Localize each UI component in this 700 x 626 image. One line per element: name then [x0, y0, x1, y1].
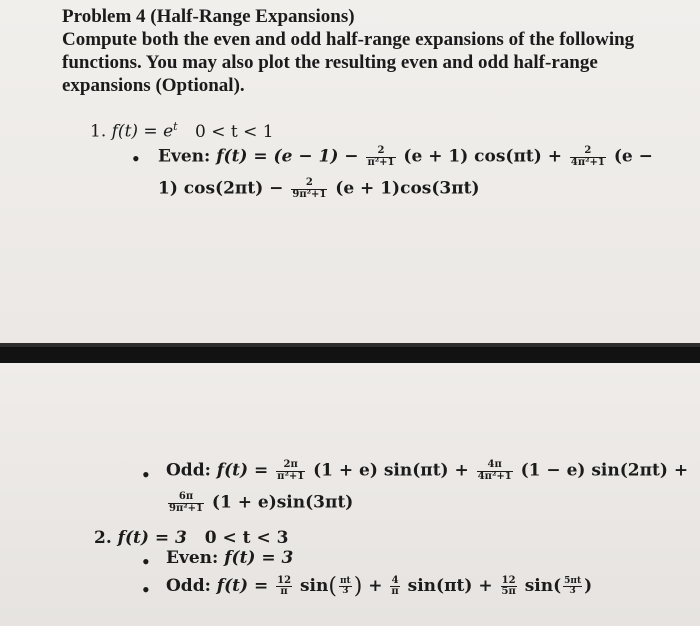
item1-odd-expr-c: (1 − e) sin(2πt) +	[520, 460, 689, 481]
item1-function: f(t) = e	[111, 121, 174, 142]
item1-even-fraction-1: $\frac{2}{\text{π²+1}}$	[367, 145, 395, 168]
item1-even-label: Even:	[158, 146, 211, 167]
intro-line-3: expansions (Optional).	[62, 75, 245, 96]
item2-odd-arg-fraction-1: $\frac{\pi t}{3}$	[339, 575, 351, 596]
item2-odd-expr-c: +	[368, 576, 383, 596]
page-divider-band	[0, 343, 700, 363]
item2-range: 0 < t < 3	[204, 528, 289, 548]
item1-number: 1.	[90, 121, 107, 142]
item1-odd-fraction-3: $\frac{6\pi}{\text{9π²+1}}$	[169, 491, 203, 514]
item1-odd-line-1	[166, 460, 688, 482]
item2-odd-expr-a: f(t) =	[216, 576, 269, 596]
bullet-item1-odd: •	[142, 462, 150, 487]
item2-odd-expr-e: sin(	[524, 576, 562, 596]
item2-odd-expr-g: )	[584, 576, 593, 596]
bullet-item1-even: •	[132, 146, 140, 171]
item1-even-expr-b: (e + 1) cos(πt) +	[403, 146, 562, 167]
item1-even-fraction-2: $\frac{2}{\text{4π²+1}}$	[570, 145, 605, 168]
item2-heading	[94, 528, 288, 548]
item2-odd-label: Odd:	[166, 576, 211, 596]
item2-odd-fraction-3: $\frac{12}{5\pi}$	[501, 574, 516, 597]
item1-odd-line-2	[166, 492, 353, 514]
item1-odd-fraction-1: $\frac{2\pi}{\text{π²+1}}$	[277, 459, 305, 482]
item1-even-line-2	[158, 178, 480, 200]
item2-even-line	[166, 548, 293, 568]
item2-function: f(t) = 3	[117, 528, 187, 548]
item1-odd-label: Odd:	[166, 460, 211, 481]
item1-even-expr-d: 1) cos(2πt) −	[158, 178, 284, 199]
bullet-item2-odd: •	[142, 577, 150, 602]
bullet-item2-even: •	[142, 549, 150, 574]
item1-odd-expr-a: f(t) =	[216, 460, 269, 481]
item2-odd-fraction-1: $\frac{12}{\pi}$	[277, 574, 292, 597]
item1-even-expr-e: (e + 1)cos(3πt)	[335, 178, 480, 199]
item2-odd-expr-d: sin(πt) +	[407, 576, 493, 596]
item1-even-expr-a: f(t) = (e − 1) −	[216, 146, 359, 167]
item1-range: 0 < t < 1	[194, 121, 274, 142]
problem-title: Problem 4 (Half-Range Expansions)	[62, 6, 355, 27]
item2-even-expr: f(t) = 3	[224, 548, 294, 568]
item2-odd-expr-b: sin	[299, 576, 329, 596]
item1-heading	[90, 120, 274, 142]
item1-odd-fraction-2: $\frac{4\pi}{\text{4π²+1}}$	[477, 459, 512, 482]
item2-odd-fraction-2: $\frac{4}{\pi}$	[391, 574, 399, 597]
item1-even-line-1	[158, 146, 653, 168]
item1-odd-expr-b: (1 + e) sin(πt) +	[313, 460, 469, 481]
item1-odd-expr-d: (1 + e)sin(3πt)	[211, 492, 354, 513]
item2-odd-line: Odd: f(t) = $\frac{12}{\pi}$ sin( $\frac{\pi t}{3}$ ) + $\frac{4}{\pi}$ sin(πt) + $\frac{12}{5\pi}$ sin( $\frac{5\pi t}{3}$ )	[166, 574, 593, 599]
item1-even-fraction-3: $\frac{2}{\text{9π²+1}}$	[292, 177, 327, 200]
intro-line-2: functions. You may also plot the resulting even and odd half-range	[62, 52, 598, 73]
item1-function-exponent: t	[173, 120, 178, 133]
item2-number: 2.	[94, 528, 112, 548]
item1-even-expr-c: (e −	[613, 146, 653, 167]
item2-even-label: Even:	[166, 548, 219, 568]
intro-line-1: Compute both the even and odd half-range expansions of the following	[62, 29, 635, 50]
item2-odd-arg-fraction-2: $\frac{5\pi t}{3}$	[564, 575, 582, 596]
